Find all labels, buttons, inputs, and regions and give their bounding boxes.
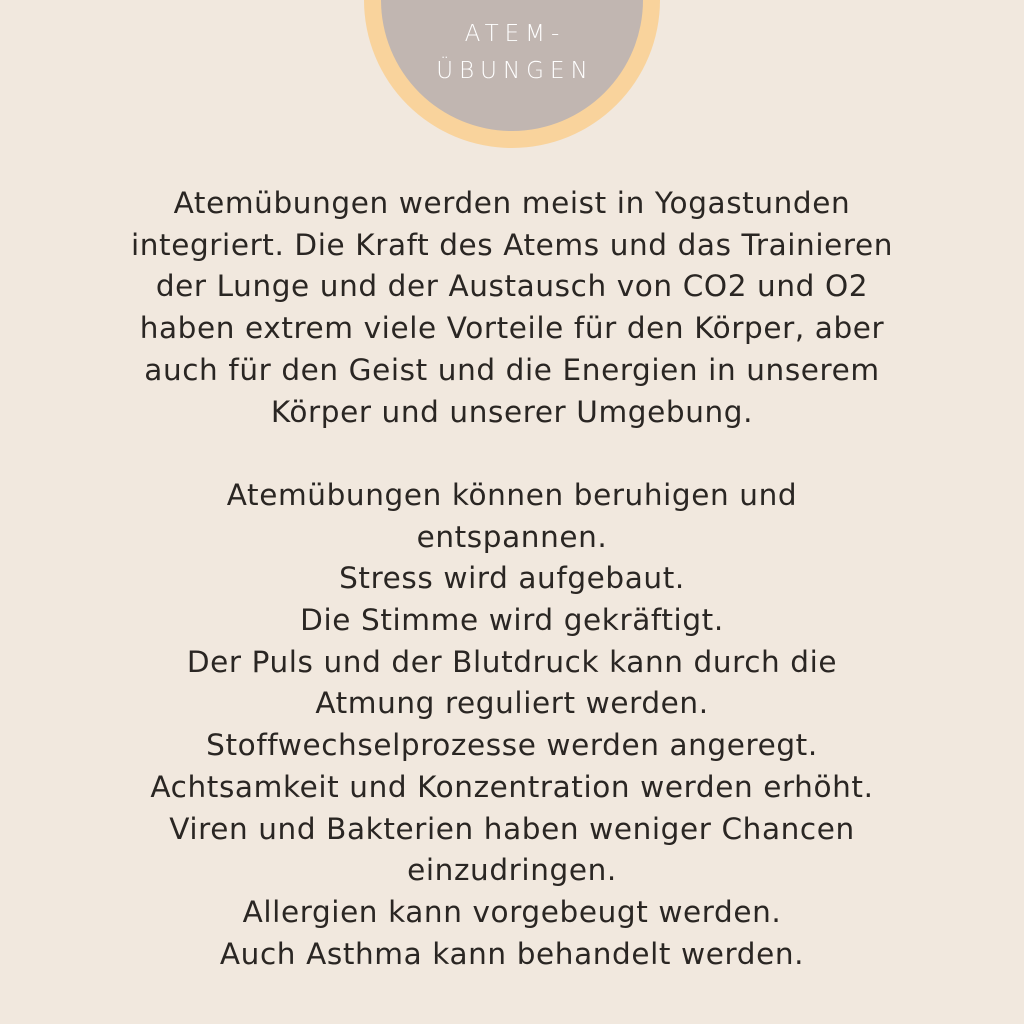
benefit-line: Die Stimme wird gekräftigt.	[300, 603, 724, 638]
benefit-line: Allergien kann vorgebeugt werden.	[242, 894, 782, 929]
benefit-line: Stoffwechselprozesse werden angeregt.	[206, 728, 818, 763]
benefit-line: Atmung reguliert werden.	[315, 686, 709, 721]
badge-title-line2: ÜBUNGEN	[436, 58, 594, 84]
benefits-list	[90, 475, 934, 975]
intro-line: haben extrem viele Vorteile für den Körper, aber	[139, 311, 885, 346]
paragraph-spacer	[90, 433, 934, 475]
intro-paragraph	[90, 183, 934, 433]
benefit-line: Stress wird aufgebaut.	[339, 561, 685, 596]
benefit-line: Atemübungen können beruhigen und	[226, 477, 798, 512]
benefit-line: Viren und Bakterien haben weniger Chancen	[169, 811, 855, 846]
benefit-line: entspannen.	[416, 519, 608, 554]
benefit-line: Der Puls und der Blutdruck kann durch die	[186, 644, 838, 679]
intro-line: integriert. Die Kraft des Atems und das Trainieren	[130, 227, 894, 262]
badge-title	[381, 16, 643, 90]
intro-line: Körper und unserer Umgebung.	[270, 394, 754, 429]
intro-line: der Lunge und der Austausch von CO2 und O2	[155, 269, 869, 304]
main-content	[90, 183, 934, 975]
benefit-line: Achtsamkeit und Konzentration werden erhöht.	[150, 769, 874, 804]
benefit-line: Auch Asthma kann behandelt werden.	[219, 936, 805, 971]
benefit-line: einzudringen.	[407, 853, 617, 888]
intro-line: Atemübungen werden meist in Yogastunden	[173, 186, 851, 220]
badge-title-line1: ATEM-	[464, 21, 566, 47]
intro-line: auch für den Geist und die Energien in unserem	[144, 352, 880, 387]
